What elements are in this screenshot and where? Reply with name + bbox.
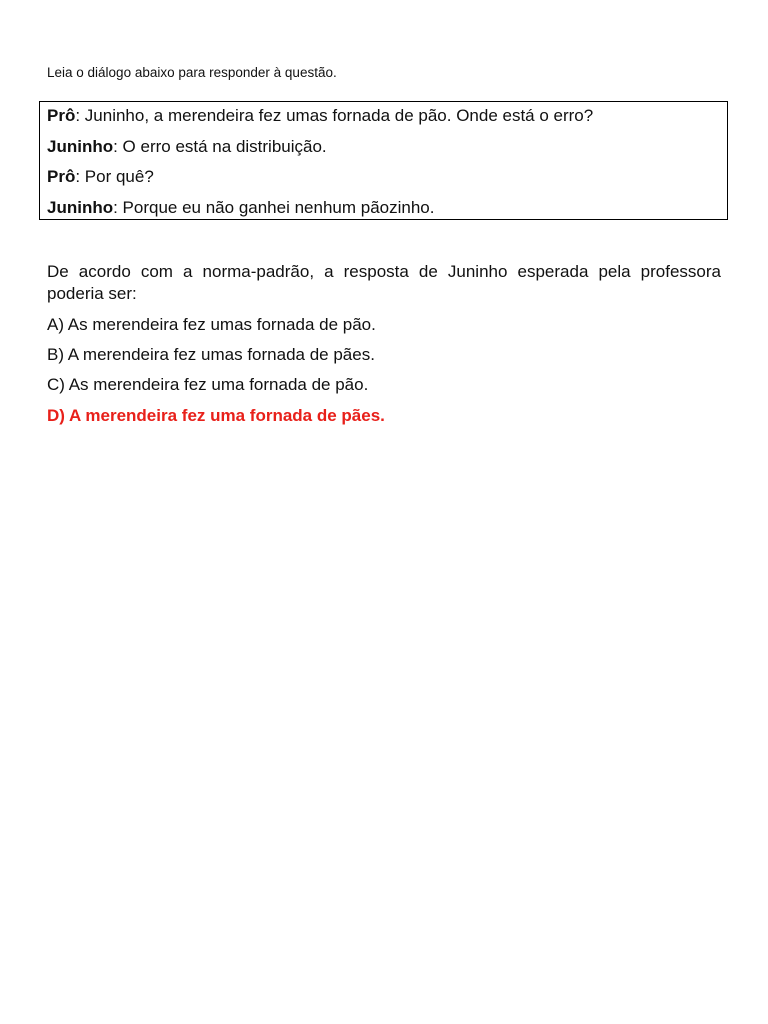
dialog-text: : Porque eu não ganhei nenhum pãozinho. [113,198,435,217]
option-d-correct-answer: D) A merendeira fez uma fornada de pães. [47,406,385,425]
dialog-box [39,101,728,220]
dialog-text: : Juninho, a merendeira fez umas fornada de pão. Onde está o erro? [75,106,594,125]
dialog-line-2 [47,136,327,158]
dialog-line-3 [47,166,154,188]
dialog-text: : Por quê? [75,167,154,186]
dialog-line-1 [47,105,593,127]
dialog-line-4 [47,197,434,219]
dialog-speaker: Juninho [47,137,114,156]
dialog-speaker: Prô [47,167,76,186]
instruction-text: Leia o diálogo abaixo para responder à questão. [47,65,337,80]
dialog-speaker: Juninho [47,198,114,217]
option-c: C) As merendeira fez uma fornada de pão. [47,375,369,394]
option-a: A) As merendeira fez umas fornada de pão. [47,315,376,334]
question-text: De acordo com a norma-padrão, a resposta de Juninho esperada pela professora poderia ser: [47,262,721,303]
dialog-speaker: Prô [47,106,76,125]
dialog-text: : O erro está na distribuição. [113,137,327,156]
option-b: B) A merendeira fez umas fornada de pães. [47,345,375,364]
